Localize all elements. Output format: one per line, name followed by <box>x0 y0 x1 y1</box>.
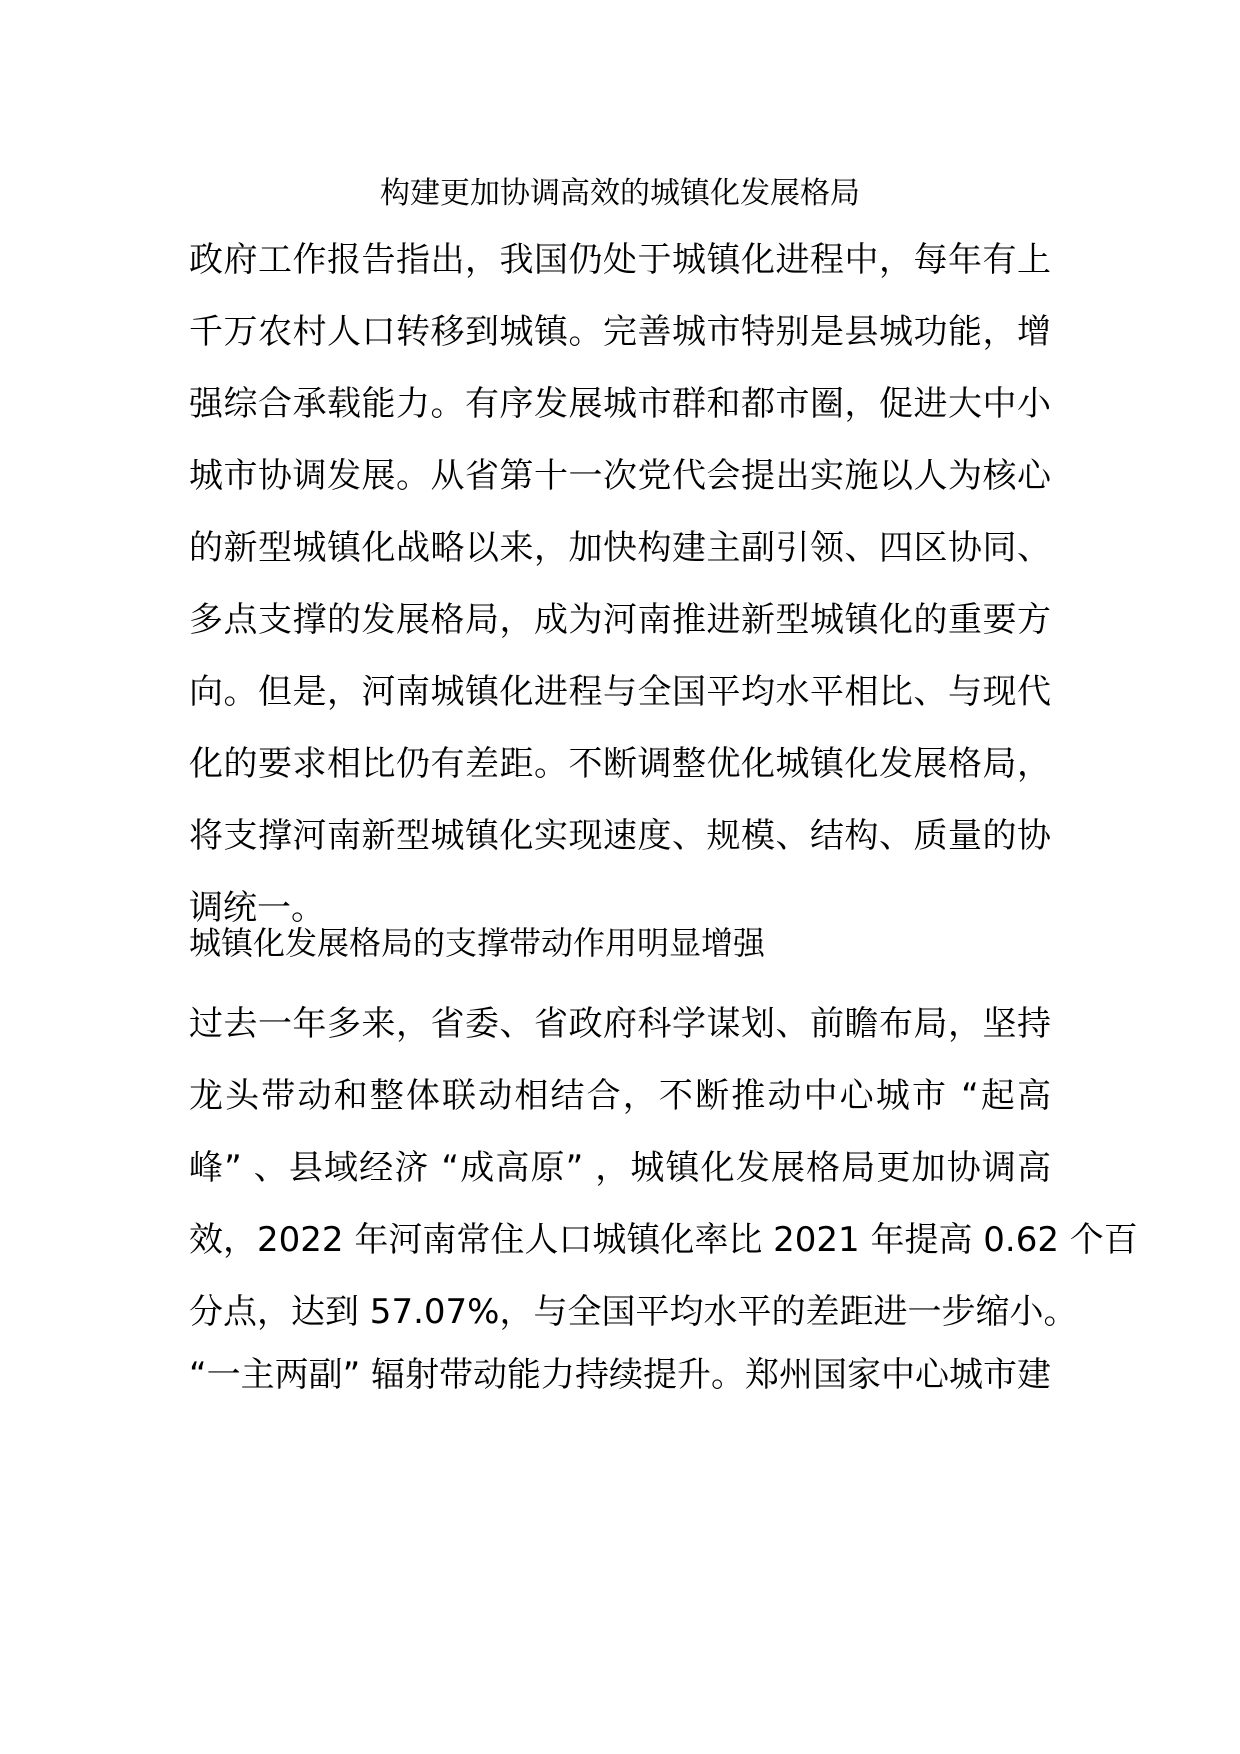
text-line: 将支撑河南新型城镇化实现速度、规模、结构、质量的协 <box>189 816 1051 856</box>
paragraph-progress <box>189 988 1138 1348</box>
paragraph-intro <box>189 224 1051 944</box>
section-heading: 城镇化发展格局的支撑带动作用明显增强 <box>189 924 766 962</box>
text-line: 千万农村人口转移到城镇。完善城市特别是县城功能，增 <box>189 312 1051 352</box>
text-line: 峰” 、县域经济 “成高原” ，城镇化发展格局更加协调高 <box>189 1148 1051 1188</box>
text-line: 过去一年多来，省委、省政府科学谋划、前瞻布局，坚持 <box>189 1004 1051 1044</box>
text-line: 多点支撑的发展格局，成为河南推进新型城镇化的重要方 <box>189 600 1051 640</box>
text-line: 调统一。 <box>189 888 325 928</box>
text-line: 城市协调发展。从省第十一次党代会提出实施以人为核心 <box>189 456 1051 496</box>
text-line: “一主两副” 辐射带动能力持续提升。郑州国家中心城市建 <box>189 1355 1052 1395</box>
text-line: 化的要求相比仍有差距。不断调整优化城镇化发展格局， <box>189 744 1051 784</box>
text-line: 分点，达到 57.07%，与全国平均水平的差距进一步缩小。 <box>189 1292 1078 1332</box>
text-line: 的新型城镇化战略以来，加快构建主副引领、四区协同、 <box>189 528 1051 568</box>
paragraph-one-main-two-sub <box>189 1339 1051 1411</box>
document-title: 构建更加协调高效的城镇化发展格局 <box>380 176 860 211</box>
text-line: 龙头带动和整体联动相结合，不断推动中心城市 “起高 <box>189 1076 1051 1116</box>
text-line: 向。但是，河南城镇化进程与全国平均水平相比、与现代 <box>189 672 1051 712</box>
text-line: 政府工作报告指出，我国仍处于城镇化进程中，每年有上 <box>189 240 1051 280</box>
text-line: 效，2022 年河南常住人口城镇化率比 2021 年提高 0.62 个百 <box>189 1220 1138 1260</box>
text-line: 强综合承载能力。有序发展城市群和都市圈，促进大中小 <box>189 384 1051 424</box>
